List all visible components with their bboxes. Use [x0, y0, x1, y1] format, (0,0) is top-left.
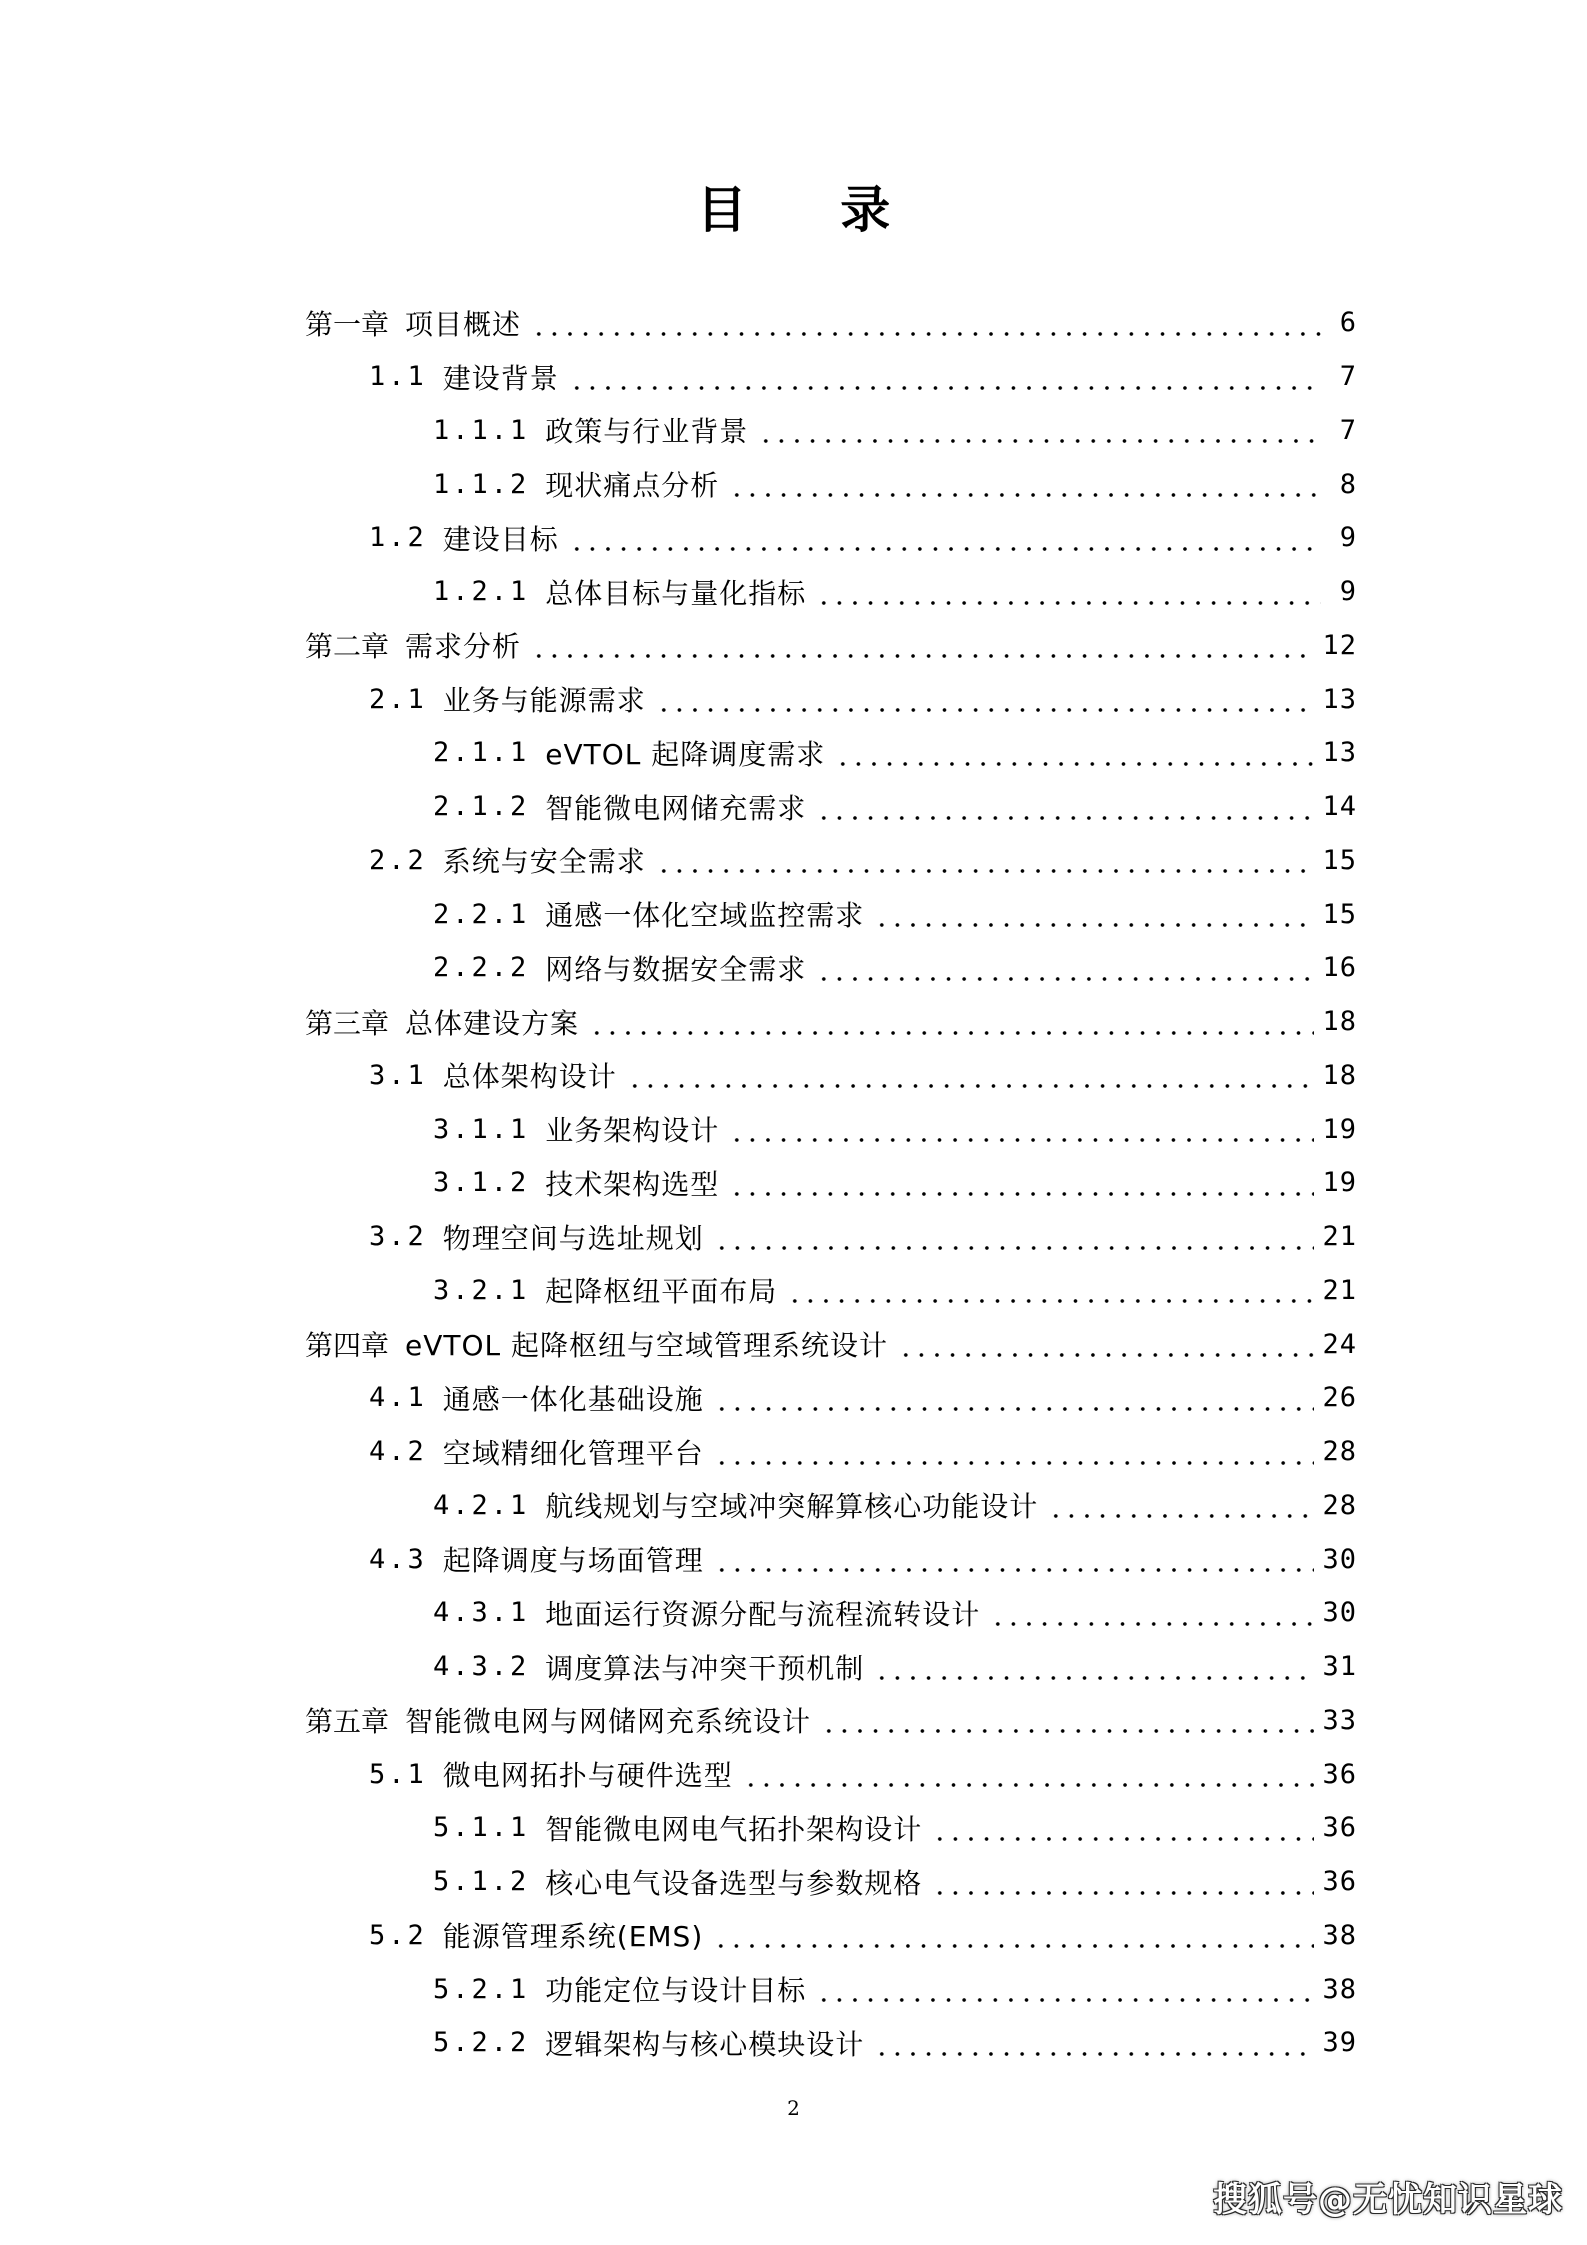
toc-entry[interactable] [305, 457, 1357, 511]
toc-entry-title: 通感一体化基础设施 [442, 1382, 704, 1416]
toc-dot-leader [990, 1599, 1314, 1627]
toc-entry-title: 逻辑架构与核心模块设计 [545, 2027, 865, 2061]
toc-entry-title: 能源管理系统(EMS) [442, 1920, 704, 1954]
toc-entry-title: 航线规划与空域冲突解算核心功能设计 [545, 1490, 1039, 1524]
toc-entry[interactable] [305, 296, 1357, 350]
toc-entry[interactable] [305, 1640, 1357, 1694]
toc-entry-title: 总体目标与量化指标 [545, 576, 807, 610]
toc-entry-page: 21 [1322, 1274, 1357, 1306]
toc-dot-leader [729, 470, 1321, 498]
toc-dot-leader [714, 1438, 1315, 1466]
toc-entry[interactable] [305, 1049, 1357, 1103]
toc-dot-leader [656, 846, 1315, 874]
toc-dot-leader [816, 793, 1314, 821]
watermark: 搜狐号@无忧知识星球 [1213, 2180, 1563, 2220]
toc-entry-title: 现状痛点分析 [545, 469, 720, 503]
toc-entry-page: 7 [1339, 414, 1357, 446]
toc-entry-title: 微电网拓扑与硬件选型 [442, 1759, 733, 1793]
toc-entry-page: 38 [1322, 1919, 1357, 1951]
toc-entry-number: 4.3 [369, 1543, 427, 1575]
toc-entry-title: 物理空间与选址规划 [442, 1221, 704, 1255]
toc-entry-title: 智能微电网电气拓扑架构设计 [545, 1812, 923, 1846]
toc-entry-title: 智能微电网与网储网充系统设计 [405, 1705, 812, 1739]
toc-entry-title: 总体架构设计 [442, 1060, 617, 1094]
toc-entry-title: 地面运行资源分配与流程流转设计 [545, 1597, 981, 1631]
toc-entry-page: 19 [1322, 1167, 1357, 1199]
toc-dot-leader [714, 1384, 1315, 1412]
toc-entry-title: 通感一体化空域监控需求 [545, 899, 865, 933]
toc-entry-title: 政策与行业背景 [545, 415, 749, 449]
toc-entry-title: 系统与安全需求 [442, 845, 646, 879]
toc-entry-title: 需求分析 [405, 630, 522, 664]
toc-entry-number: 1.1.1 [433, 414, 530, 446]
toc-entry-number: 4.2 [369, 1436, 427, 1468]
toc-entry[interactable] [305, 1264, 1357, 1318]
toc-entry-page: 30 [1322, 1543, 1357, 1575]
toc-entry-number: 3.1 [369, 1059, 427, 1091]
toc-dot-leader [569, 524, 1321, 552]
toc-entry-number: 第二章 [305, 630, 390, 664]
toc-entry-title: 起降调度与场面管理 [442, 1544, 704, 1578]
toc-dot-leader [729, 1115, 1314, 1143]
toc-entry[interactable] [305, 834, 1357, 888]
toc-entry[interactable] [305, 565, 1357, 619]
toc-entry-number: 5.2 [369, 1919, 427, 1951]
toc-dot-leader [816, 954, 1314, 982]
toc-dot-leader [656, 685, 1315, 713]
toc-dot-leader [743, 1760, 1315, 1788]
toc-entry[interactable] [305, 404, 1357, 458]
toc-entry-number: 1.2 [369, 522, 427, 554]
toc-dot-leader [816, 578, 1321, 606]
toc-entry-page: 18 [1322, 1006, 1357, 1038]
toc-entry-number: 2.1 [369, 683, 427, 715]
toc-entry[interactable] [305, 511, 1357, 565]
toc-entry-page: 9 [1339, 522, 1357, 554]
toc-entry-page: 24 [1322, 1328, 1357, 1360]
toc-entry[interactable] [305, 1479, 1357, 1533]
page-number: 2 [787, 2096, 800, 2120]
toc-entry-title: 业务与能源需求 [442, 684, 646, 718]
toc-entry[interactable] [305, 995, 1357, 1049]
toc-entry-title: 调度算法与冲突干预机制 [545, 1651, 865, 1685]
toc-entry-page: 9 [1339, 576, 1357, 608]
toc-entry-title: 建设背景 [442, 361, 559, 395]
toc-entry-number: 2.2 [369, 844, 427, 876]
toc-entry-title: 核心电气设备选型与参数规格 [545, 1866, 923, 1900]
toc-entry-number: 3.1.2 [433, 1167, 530, 1199]
toc-entry-title: 项目概述 [405, 307, 522, 341]
toc-entry-page: 39 [1322, 2027, 1357, 2059]
toc-dot-leader [531, 309, 1321, 337]
toc-entry[interactable] [305, 1317, 1357, 1371]
toc-dot-leader [729, 1169, 1314, 1197]
toc-entry-page: 33 [1322, 1704, 1357, 1736]
toc-entry-page: 8 [1339, 468, 1357, 500]
toc-entry-number: 5.2.2 [433, 2027, 530, 2059]
toc-dot-leader [932, 1814, 1314, 1842]
toc-entry[interactable] [305, 619, 1357, 673]
toc-entry-page: 13 [1322, 737, 1357, 769]
table-of-contents [305, 296, 1357, 2070]
toc-entry-number: 2.1.1 [433, 737, 530, 769]
toc-entry-page: 28 [1322, 1436, 1357, 1468]
toc-dot-leader [569, 363, 1321, 391]
toc-entry-number: 3.2.1 [433, 1274, 530, 1306]
toc-entry[interactable] [305, 1371, 1357, 1425]
toc-entry-number: 2.2.2 [433, 952, 530, 984]
toc-entry-number: 1.2.1 [433, 576, 530, 608]
toc-entry[interactable] [305, 1855, 1357, 1909]
toc-entry[interactable] [305, 1909, 1357, 1963]
toc-dot-leader [787, 1276, 1314, 1304]
toc-entry-number: 3.2 [369, 1221, 427, 1253]
toc-entry-page: 12 [1322, 629, 1357, 661]
toc-entry[interactable] [305, 1210, 1357, 1264]
toc-entry-page: 36 [1322, 1866, 1357, 1898]
toc-entry-number: 4.2.1 [433, 1489, 530, 1521]
toc-entry[interactable] [305, 2016, 1357, 2070]
toc-entry-page: 26 [1322, 1382, 1357, 1414]
toc-entry-page: 7 [1339, 361, 1357, 393]
toc-entry[interactable] [305, 1801, 1357, 1855]
page-title: 目 录 [696, 181, 929, 239]
toc-entry-number: 4.1 [369, 1382, 427, 1414]
toc-entry-page: 30 [1322, 1597, 1357, 1629]
toc-dot-leader [898, 1330, 1314, 1358]
toc-entry-number: 4.3.1 [433, 1597, 530, 1629]
toc-entry-title: 总体建设方案 [405, 1006, 580, 1040]
toc-dot-leader [714, 1223, 1315, 1251]
toc-entry-number: 4.3.2 [433, 1651, 530, 1683]
toc-entry[interactable] [305, 941, 1357, 995]
toc-entry-page: 13 [1322, 683, 1357, 715]
toc-entry-page: 18 [1322, 1059, 1357, 1091]
toc-dot-leader [758, 416, 1321, 444]
toc-dot-leader [874, 1653, 1314, 1681]
toc-dot-leader [874, 2029, 1314, 2057]
toc-entry-number: 5.1.2 [433, 1866, 530, 1898]
toc-entry[interactable] [305, 1102, 1357, 1156]
toc-entry[interactable] [305, 1156, 1357, 1210]
toc-entry[interactable] [305, 1425, 1357, 1479]
toc-entry-page: 15 [1322, 898, 1357, 930]
toc-dot-leader [835, 739, 1314, 767]
toc-entry-page: 19 [1322, 1113, 1357, 1145]
toc-entry-page: 15 [1322, 844, 1357, 876]
toc-dot-leader [1048, 1491, 1314, 1519]
toc-entry-number: 第一章 [305, 307, 390, 341]
toc-entry-page: 36 [1322, 1812, 1357, 1844]
toc-entry-page: 36 [1322, 1758, 1357, 1790]
toc-entry-page: 14 [1322, 791, 1357, 823]
toc-entry[interactable] [305, 1694, 1357, 1748]
toc-entry-title: 技术架构选型 [545, 1167, 720, 1201]
toc-dot-leader [816, 1975, 1314, 2003]
toc-entry-page: 6 [1339, 307, 1357, 339]
toc-entry-title: 空域精细化管理平台 [442, 1436, 704, 1470]
toc-entry[interactable] [305, 1586, 1357, 1640]
toc-dot-leader [821, 1706, 1314, 1734]
toc-entry-title: 建设目标 [442, 522, 559, 556]
toc-dot-leader [932, 1868, 1314, 1896]
toc-entry-page: 16 [1322, 952, 1357, 984]
toc-entry-number: 1.1.2 [433, 468, 530, 500]
toc-entry-number: 第三章 [305, 1006, 390, 1040]
toc-entry-title: eVTOL 起降调度需求 [545, 737, 826, 771]
toc-entry-number: 1.1 [369, 361, 427, 393]
toc-entry[interactable] [305, 1962, 1357, 2016]
toc-dot-leader [713, 1921, 1314, 1949]
toc-entry-title: 智能微电网储充需求 [545, 791, 807, 825]
toc-entry-number: 2.2.1 [433, 898, 530, 930]
toc-entry-title: 业务架构设计 [545, 1114, 720, 1148]
toc-entry-number: 5.2.1 [433, 1973, 530, 2005]
toc-entry-title: eVTOL 起降枢纽与空域管理系统设计 [405, 1329, 889, 1363]
toc-entry-page: 28 [1322, 1489, 1357, 1521]
toc-entry-number: 5.1 [369, 1758, 427, 1790]
toc-entry[interactable] [305, 726, 1357, 780]
toc-entry-title: 功能定位与设计目标 [545, 1974, 807, 2008]
toc-dot-leader [874, 900, 1314, 928]
toc-entry-title: 网络与数据安全需求 [545, 952, 807, 986]
toc-entry[interactable] [305, 887, 1357, 941]
toc-dot-leader [714, 1545, 1315, 1573]
toc-entry-page: 31 [1322, 1651, 1357, 1683]
toc-dot-leader [531, 631, 1314, 659]
toc-entry[interactable] [305, 780, 1357, 834]
toc-dot-leader [589, 1008, 1314, 1036]
toc-entry-number: 3.1.1 [433, 1113, 530, 1145]
toc-entry-page: 21 [1322, 1221, 1357, 1253]
toc-entry[interactable] [305, 672, 1357, 726]
toc-entry[interactable] [305, 1532, 1357, 1586]
toc-entry-number: 5.1.1 [433, 1812, 530, 1844]
toc-entry[interactable] [305, 350, 1357, 404]
toc-entry-title: 起降枢纽平面布局 [545, 1275, 778, 1309]
toc-entry-number: 第五章 [305, 1705, 390, 1739]
toc-entry-page: 38 [1322, 1973, 1357, 2005]
toc-dot-leader [627, 1061, 1315, 1089]
toc-entry-number: 第四章 [305, 1329, 390, 1363]
toc-entry-number: 2.1.2 [433, 791, 530, 823]
toc-entry[interactable] [305, 1747, 1357, 1801]
